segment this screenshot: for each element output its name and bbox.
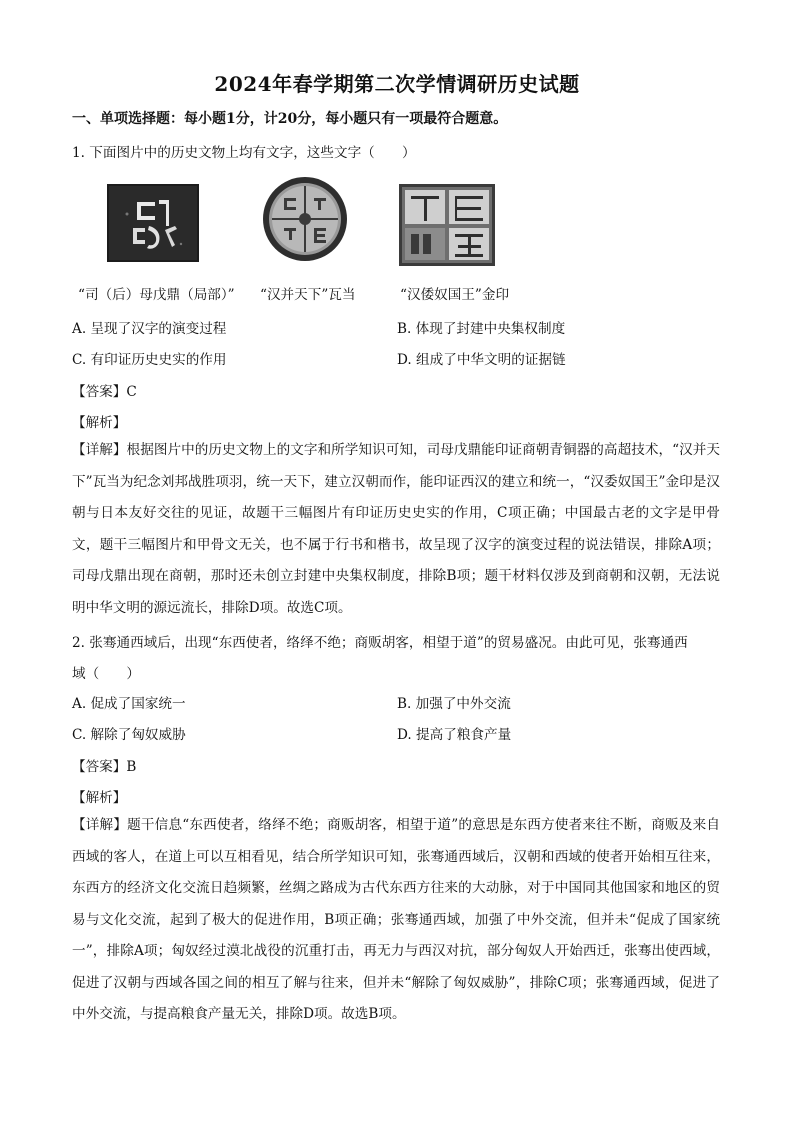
- section-heading: 一、单项选择题：每小题1分，计20分，每小题只有一项最符合题意。: [72, 111, 508, 127]
- artifact-caption-3: “汉倭奴国王”金印: [400, 287, 510, 303]
- bronze-inscription-rubbing-icon: [107, 184, 199, 262]
- artifact-caption-1: “司（后）母戊鼎（局部）”: [78, 287, 235, 303]
- q2-analysis-label: 【解析】: [72, 790, 127, 806]
- q1-stem: 1. 下面图片中的历史文物上均有文字，这些文字（ ）: [72, 145, 416, 161]
- gold-seal-impression-icon: [399, 184, 495, 266]
- q2-answer: 【答案】B: [72, 759, 137, 775]
- q2-detail: 【详解】题干信息“东西使者，络绎不绝；商贩胡客，相望于道”的意思是东西方使者来往不断，商贩及来自西域的客人，在道上可以互相看见，结合所学知识可知，张骞通西域后，汉朝和西域的使者开始相互往来，东西方的经济文化交流日趋频繁，丝绸之路成为古代东西方往来的大动脉，对于中国同其他国家和地区的贸易与文化交流，起到了极大的促进作用，B项正确；张骞通西域，加强了中外交流，但并未“促成了国家统一”，排除A项；匈奴经过漠北战役的沉重打击，再无力与西汉对抗，部分匈奴人开始西迁，张骞出使西域，促进了汉朝与西域各国之间的相互了解与往来，但并未“解除了匈奴威胁”，排除C项；张骞通西域，促进了中外交流，与提高粮食产量无关，排除D项。故选B项。: [72, 817, 720, 1022]
- q2-stem-line1: 2. 张骞通西域后，出现“东西使者，络绎不绝；商贩胡客，相望于道”的贸易盛况。由此可见，张骞通西: [72, 635, 688, 651]
- q1-detail: 【详解】根据图片中的历史文物上的文字和所学知识可知，司母戊鼎能印证商朝青铜器的高超技术，“汉并天下”瓦当为纪念刘邦战胜项羽，统一天下，建立汉朝而作，能印证西汉的建立和统一，“汉委奴国王”金印是汉朝与日本友好交往的见证，故题干三幅图片有印证历史史实的作用，C项正确；中国最古老的文字是甲骨文，题干三幅图片和甲骨文无关，也不属于行书和楷书，故呈现了汉字的演变过程的说法错误，排除A项；司母戊鼎出现在商朝，那时还未创立封建中央集权制度，排除B项；题干材料仅涉及到商朝和汉朝，无法说明中华文明的源远流长，排除D项。故选C项。: [72, 442, 720, 616]
- q2-option-d: D. 提高了粮食产量: [397, 727, 512, 743]
- page-title: 2024年春学期第二次学情调研历史试题: [214, 72, 580, 96]
- q1-answer: 【答案】C: [72, 384, 137, 400]
- artifact-caption-2: “汉并天下”瓦当: [260, 287, 356, 303]
- q1-analysis-label: 【解析】: [72, 415, 127, 431]
- han-roof-tile-end-icon: [262, 176, 348, 262]
- q2-option-c: C. 解除了匈奴威胁: [72, 727, 186, 743]
- q2-stem-line2: 域（ ）: [72, 666, 140, 682]
- q1-option-a: A. 呈现了汉字的演变过程: [72, 321, 227, 337]
- q2-option-a: A. 促成了国家统一: [72, 696, 186, 712]
- q1-option-d: D. 组成了中华文明的证据链: [397, 352, 566, 368]
- q1-option-c: C. 有印证历史史实的作用: [72, 352, 227, 368]
- q1-option-b: B. 体现了封建中央集权制度: [397, 321, 566, 337]
- q2-option-b: B. 加强了中外交流: [397, 696, 511, 712]
